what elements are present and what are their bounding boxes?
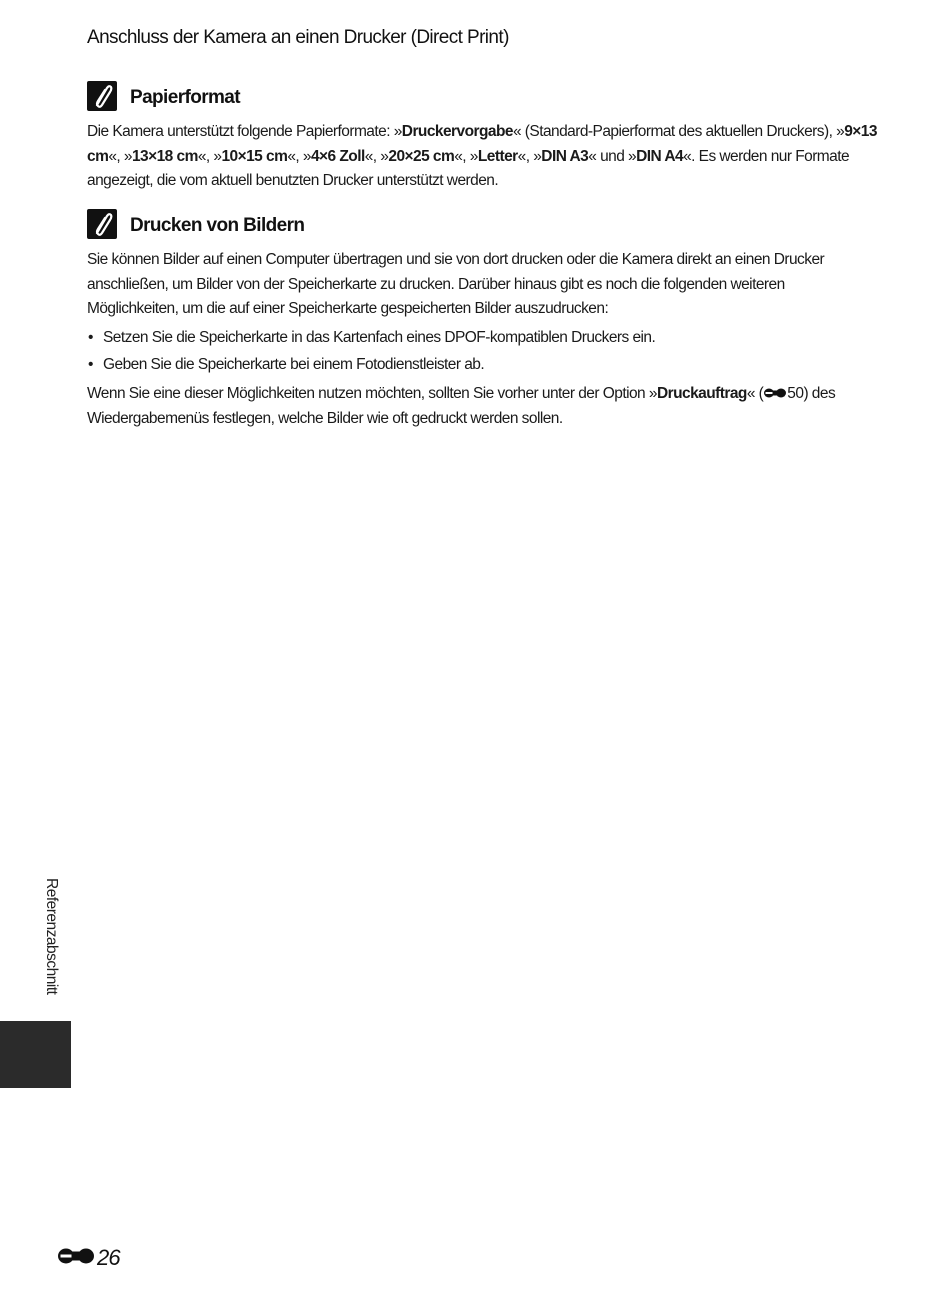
paragraph-intro: Sie können Bilder auf einen Computer übertragen und sie von dort drucken oder die Kamera direkt an einen Drucker anschließen, um Bilder von der Speicherkarte zu drucken. Darüber hinaus gibt es noch die folgenden weiteren Möglichkeiten, um die auf einer Speicherkarte gespeicherten Bilder auszudrucken: bbox=[87, 251, 825, 317]
sidebar-tab bbox=[0, 1021, 71, 1088]
paragraph-paper-formats: Die Kamera unterstützt folgende Papierformate: »Druckervorgabe« (Standard-Papierformat des aktuellen Druckers), »9×13 cm«, »13×18 cm«, »10×15 cm«, »4×6 Zoll«, »20×25 cm«, »Letter«, »DIN A3« und »DIN A4«. Es werden nur Formate angezeigt, die vom aktuell benutzten Drucker unterstützt werden. bbox=[87, 123, 877, 189]
section-title: Drucken von Bildern bbox=[130, 215, 305, 236]
paragraph-closing: Wenn Sie eine dieser Möglichkeiten nutzen möchten, sollten Sie vorher unter der Option »Druckauftrag« ( 50) des Wiedergabemenüs festlegen, welche Bilder wie oft gedruckt werden sollen. bbox=[87, 384, 836, 427]
section-heading bbox=[87, 208, 877, 240]
page-header-title: Anschluss der Kamera an einen Drucker (Direct Print) bbox=[87, 27, 509, 48]
list-item: • Geben Sie die Speicherkarte bei einem Fotodienstleister ab. bbox=[87, 353, 877, 378]
page-number-value: 26 bbox=[97, 1245, 120, 1270]
bullet-list bbox=[87, 326, 877, 378]
reference-section-icon bbox=[57, 1246, 95, 1271]
note-icon bbox=[87, 81, 117, 111]
reference-section-icon bbox=[763, 383, 787, 408]
note-icon bbox=[87, 209, 117, 239]
section-title: Papierformat bbox=[130, 87, 241, 108]
section-heading bbox=[87, 80, 877, 112]
page-number bbox=[57, 1245, 120, 1271]
section-paper-format bbox=[87, 80, 877, 194]
section-printing-images bbox=[87, 208, 877, 432]
sidebar-section-label: Referenzabschnitt bbox=[43, 878, 60, 995]
list-item: • Setzen Sie die Speicherkarte in das Kartenfach eines DPOF-kompatiblen Druckers ein. bbox=[87, 326, 877, 351]
